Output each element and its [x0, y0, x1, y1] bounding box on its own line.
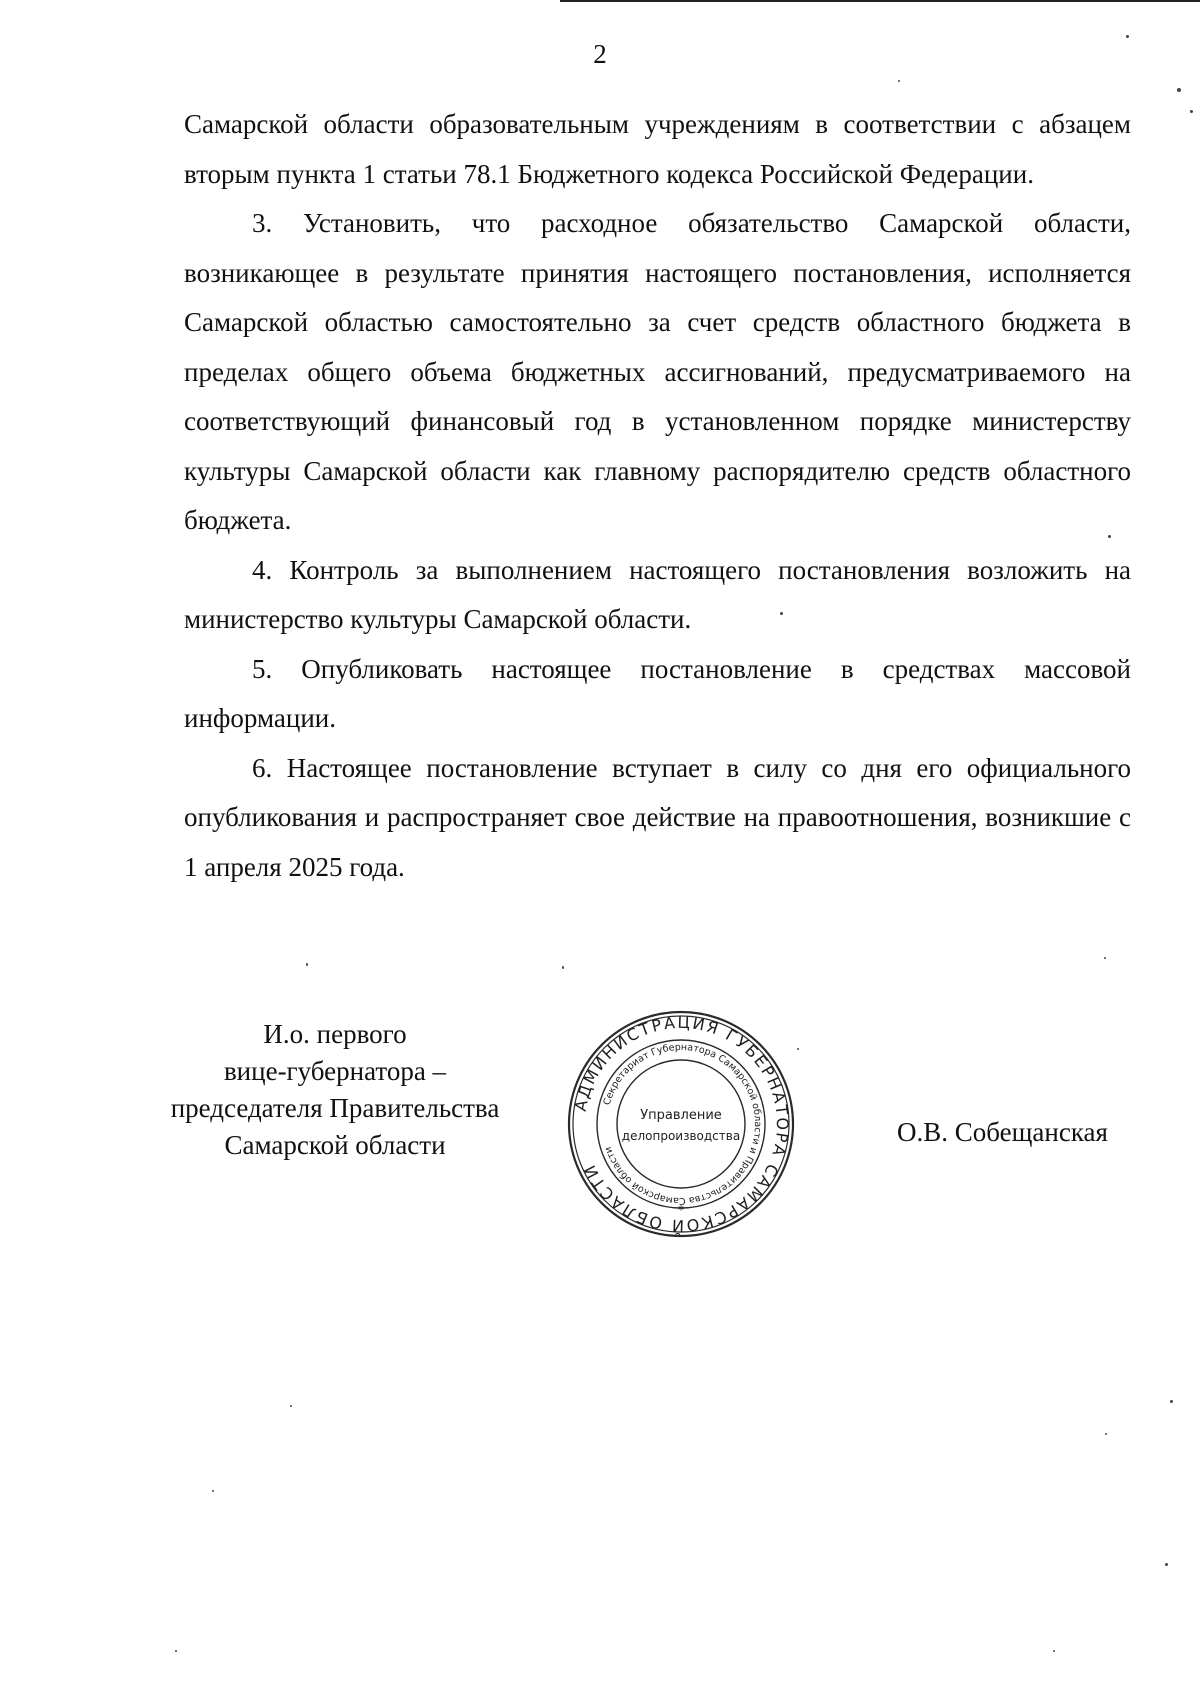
signer-name: О.В. Собещанская: [897, 1117, 1108, 1147]
scan-speck: [1126, 35, 1129, 38]
seal-inner-ring-text: Секретариат Губернатора Самарской области и Правительства Самарской области: [601, 1041, 764, 1207]
scan-speck: [306, 963, 308, 966]
scan-speck: [780, 612, 783, 615]
official-seal-stamp: [565, 1008, 797, 1240]
seal-center-line-2: делопроизводства: [621, 1129, 741, 1143]
signer-position-line: председателя Правительства: [170, 1093, 500, 1123]
signer-position-line: Самарской области: [224, 1130, 446, 1160]
seal-star-icon: *: [678, 1203, 684, 1217]
scan-speck: [1105, 1433, 1107, 1435]
signer-position-line: вице-губернатора –: [223, 1056, 447, 1086]
seal-center-line-1: Управление: [640, 1108, 722, 1123]
seal-outer-text: АДМИНИСТРАЦИЯ ГУБЕРНАТОРА САМАРСКОЙ ОБЛАСТИ: [570, 1012, 793, 1236]
paragraph-5: 5. Опубликовать настоящее постановление в средствах массовой информации.: [184, 653, 1131, 733]
scan-speck: [1177, 88, 1181, 92]
paragraph-3: 3. Установить, что расходное обязательство Самарской области, возникающее в результате принятия настоящего постановления, исполняется Самарской областью самостоятельно за счет средств областного бюджета в пределах общего объема бюджетных ассигнований, предусматриваемого на соответствующий финансовый год в установленном порядке министерству культуры Самарской области как главному распорядителю средств областного бюджета.: [184, 208, 1131, 535]
scan-speck: [1104, 957, 1106, 959]
top-edge-line: [560, 0, 1200, 2]
scan-speck: [562, 966, 564, 969]
scan-speck: [175, 1650, 177, 1652]
paragraph-continuation: Самарской области образовательным учреждениям в соответствии с абзацем вторым пункта 1 статьи 78.1 Бюджетного кодекса Российской Федерации.: [184, 109, 1131, 189]
scan-speck: [212, 1490, 214, 1492]
paragraph-4: 4. Контроль за выполнением настоящего постановления возложить на министерство культуры Самарской области.: [184, 554, 1131, 634]
paragraph-6: 6. Настоящее постановление вступает в силу со дня его официального опубликования и распространяет свое действие на правоотношения, возникшие с 1 апреля 2025 года.: [184, 752, 1131, 882]
document-body: [184, 100, 1131, 892]
page-number: 2: [593, 39, 607, 69]
scan-speck: [1165, 1563, 1168, 1566]
scan-speck: [898, 80, 900, 82]
scan-speck: [290, 1405, 292, 1407]
scan-speck: [1190, 110, 1193, 113]
signer-position-line: И.о. первого: [263, 1019, 407, 1049]
signer-position: [150, 1016, 520, 1164]
scan-speck: [797, 1048, 799, 1050]
scan-speck: [1170, 1400, 1173, 1403]
scan-speck: [1108, 535, 1111, 538]
scan-speck: [1053, 1650, 1055, 1652]
